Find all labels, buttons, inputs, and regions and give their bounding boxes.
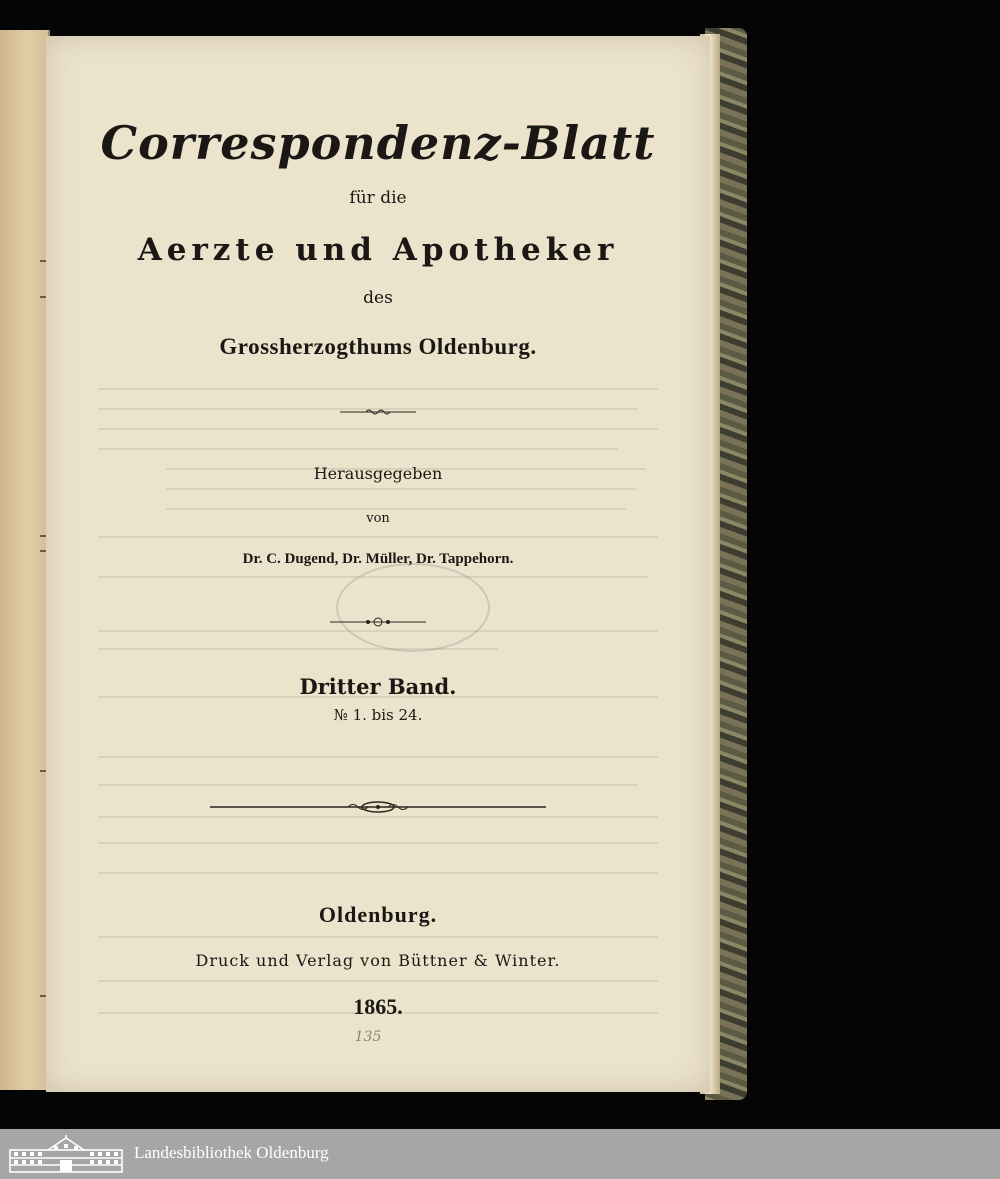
library-footer-bar	[0, 1129, 1000, 1179]
line-fuer: für die	[349, 188, 407, 208]
place-of-publication: Oldenburg.	[318, 902, 438, 927]
library-building-icon[interactable]	[8, 1134, 124, 1174]
publication-year: 1865.	[353, 994, 403, 1019]
issue-range: № 1. bis 24.	[333, 706, 423, 724]
editor-intro: Herausgegeben	[313, 464, 443, 483]
editors: Dr. C. Dugend, Dr. Müller, Dr. Tappehorn.	[242, 551, 514, 567]
subtitle: Aerzte und Apotheker	[137, 232, 619, 268]
handwritten-note: 135	[354, 1029, 382, 1045]
ornament-divider-3	[46, 799, 710, 813]
line-des: des	[363, 288, 393, 308]
page-title: Correspondenz-Blatt	[100, 116, 656, 170]
title-page	[46, 36, 710, 1092]
library-stamp	[336, 563, 490, 652]
volume-label: Dritter Band.	[299, 674, 457, 699]
ornament-divider-1	[46, 404, 710, 418]
ornament-divider-2	[46, 614, 710, 628]
left-page-edge	[0, 30, 50, 1090]
region-name: Grossherzogthums Oldenburg.	[219, 334, 537, 359]
library-name-link[interactable]: Landesbibliothek Oldenburg	[134, 1143, 329, 1162]
publisher: Druck und Verlag von Büttner & Winter.	[195, 951, 561, 970]
line-von: von	[366, 511, 390, 526]
